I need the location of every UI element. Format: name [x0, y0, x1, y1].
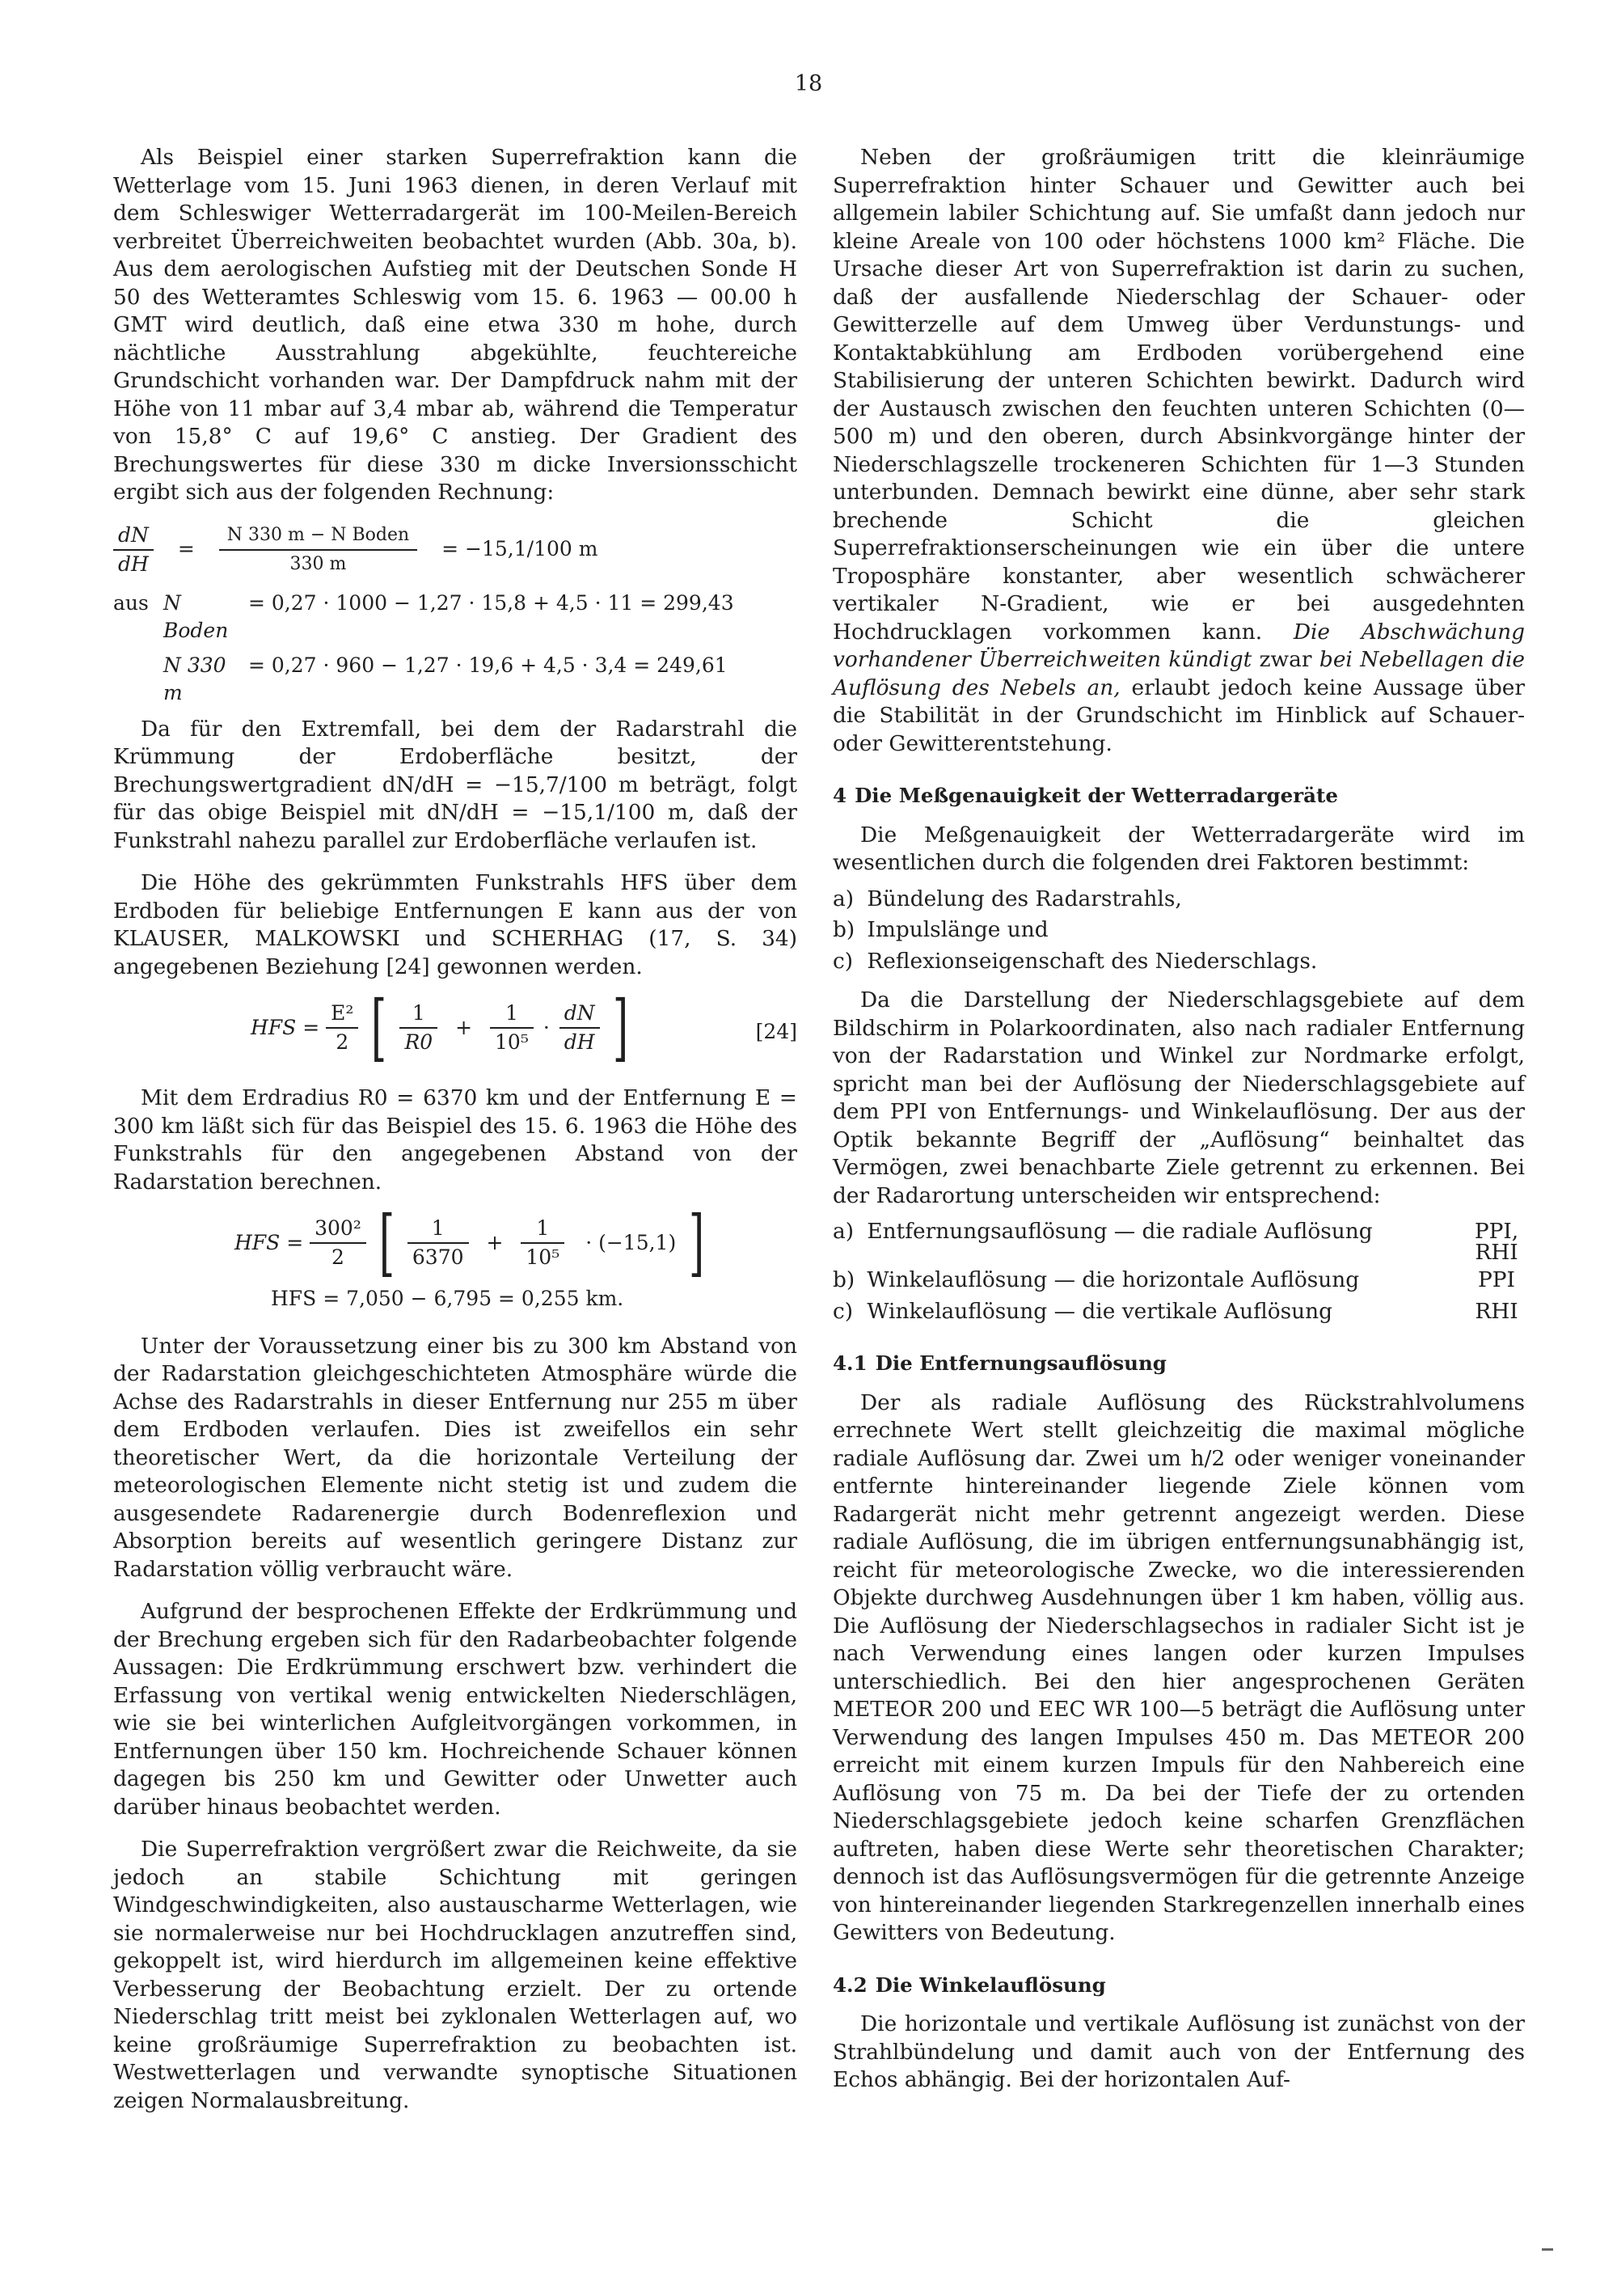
- equation-hfs-calc: [113, 1200, 797, 1285]
- equation-24: [113, 985, 797, 1070]
- numerator: 1: [521, 1215, 564, 1245]
- fraction: [310, 1215, 366, 1272]
- n-boden-value: = 0,27 · 1000 − 1,27 · 15,8 + 4,5 · 11 = 299,43: [248, 590, 734, 615]
- list-item: [833, 886, 1525, 914]
- fraction: [407, 1215, 469, 1272]
- fraction: [113, 522, 154, 579]
- n-330-label: N 330 m: [163, 653, 226, 704]
- bracket-close: ]: [612, 985, 628, 1070]
- right-column: [833, 144, 1525, 2109]
- paragraph: Da für den Extremfall, bei dem der Radarstrahl die Krümmung der Erdoberfläche besitzt, der Brechungswertgradient dN/dH = −15,7/100 m beträgt, folgt für das obige Beispiel mit dN/dH = −15,1/100 m, daß der Funkstrahl nahezu parallel zur Erdoberfläche verlaufen ist.: [113, 716, 797, 853]
- bracket-close: ]: [689, 1200, 705, 1285]
- paragraph: Mit dem Erdradius R0 = 6370 km und der Entfernung E = 300 km läßt sich für das Beispiel des 15. 6. 1963 die Höhe des Funkstrahls für den angegebenen Abstand von der Radarstation berechnen.: [113, 1085, 797, 1195]
- equation-number: [24]: [755, 1020, 797, 1043]
- fraction: [399, 1000, 437, 1057]
- section-heading: [833, 782, 1525, 810]
- n-330-value: = 0,27 · 960 − 1,27 · 19,6 + 4,5 · 3,4 = 249,61: [248, 653, 728, 677]
- list-label: b): [833, 1267, 855, 1292]
- display-tag: PPI: [1478, 1267, 1515, 1292]
- paragraph: Da die Darstellung der Niederschlagsgebiete auf dem Bildschirm in Polarkoordinaten, also nach radialer Entfernung von der Radarstation und Winkel zur Nordmarke erfolgt, spricht man bei der Auflösung der Niederschlagsgebiete auf dem PPI von Entfernungs- und Winkelauflösung. Der aus der Optik bekannte Begriff der „Auflösung“ beinhaltet das Vermögen, zwei benachbarte Ziele getrennt zu erkennen. Bei der Radarortung unterscheiden wir entsprechend:: [833, 987, 1525, 1208]
- list-label: c): [833, 1298, 854, 1324]
- section-heading: [833, 1972, 1525, 2000]
- list-item: [833, 948, 1525, 976]
- page-mark: [1542, 2248, 1553, 2251]
- plus-sign: +: [486, 1230, 504, 1254]
- denominator: dH: [118, 552, 149, 576]
- denominator: R0: [404, 1030, 433, 1054]
- section-heading: [833, 1350, 1525, 1378]
- list-label: a): [833, 886, 855, 911]
- resolution-list: [833, 1218, 1525, 1326]
- paragraph: Der als radiale Auflösung des Rückstrahlvolumens errechnete Wert stellt gleichzeitig die maximal mögliche radiale Auflösung dar. Zwei um h/2 oder weniger voneinander entfernte hintereinander liegende Ziele können vom Radargerät nicht mehr getrennt angezeigt werden. Diese radiale Auflösung, die im übrigen entfernungsunabhängig ist, reicht für meteorologische Zwecke, wo die interessierenden Objekte durchweg Ausdehnungen über 1 km haben, völlig aus. Die Auflösung der Niederschlagsechos in radialer Sicht ist je nach Verwendung eines langen oder kurzen Impulses unterschiedlich. Bei den hier angesprochenen Geräten METEOR 200 und EEC WR 100—5 beträgt die Auflösung unter Verwendung des langen Impulses 450 m. Das METEOR 200 erreicht mit einem kurzen Impuls für den Nahbereich eine Auflösung von 75 m. Da bei der Tiefe der zu ortenden Niederschlagsgebiete jedoch keine scharfen Grenzflächen auftreten, haben diese Werte sehr theoretischen Charakter; dennoch ist das Auflösungsvermögen für die getrennte Anzeige von hintereinander liegenden Starkregenzellen innerhalb eines Gewitters von Bedeutung.: [833, 1389, 1525, 1945]
- text-run: zwar: [1259, 647, 1312, 672]
- italic-text: bei Nebellagen die Auflösung des Nebels an,: [833, 647, 1526, 700]
- fraction: [219, 522, 417, 579]
- fraction: [490, 1000, 534, 1057]
- denominator: 10⁵: [526, 1245, 560, 1269]
- numerator: 1: [490, 1000, 534, 1030]
- section-number: 4: [833, 784, 847, 807]
- prefix: aus: [113, 590, 149, 615]
- lhs: HFS =: [251, 1015, 320, 1039]
- n-boden-label: N Boden: [163, 590, 229, 642]
- result: = −15,1/100 m: [441, 536, 598, 560]
- list-text: Bündelung des Radarstrahls,: [867, 886, 1182, 911]
- section-number: 4.1: [833, 1351, 868, 1375]
- numerator: 1: [399, 1000, 437, 1030]
- paragraph: Die Meßgenauigkeit der Wetterradargeräte wird im wesentlichen durch die folgenden drei Faktoren bestimmt:: [833, 822, 1525, 875]
- numerator: N 330 m − N Boden: [219, 522, 417, 552]
- numerator: E²: [326, 1000, 358, 1030]
- bracket-open: [: [378, 1200, 395, 1285]
- paragraph: Aufgrund der besprochenen Effekte der Erdkrümmung und der Brechung ergeben sich für den Radarbeobachter folgende Aussagen: Die Erdkrümmung erschwert bzw. verhindert die Erfassung von vertikal wenig entwickelten Niederschlägen, wie sie bei winterlichen Aufgleitvorgängen vorkommen, in Entfernungen über 150 km. Hochreichende Schauer können dagegen bis 250 km und Gewitter oder Unwetter auch darüber hinaus beobachtet werden.: [113, 1599, 797, 1820]
- factor: · (−15,1): [585, 1230, 677, 1254]
- section-title: Die Meßgenauigkeit der Wetterradargeräte: [855, 784, 1338, 807]
- denominator: 6370: [412, 1245, 464, 1269]
- fraction: [559, 1000, 600, 1057]
- list-text: Winkelauflösung — die horizontale Auflösung: [867, 1267, 1360, 1292]
- section-title: Die Entfernungsauflösung: [875, 1351, 1167, 1375]
- numerator: dN: [113, 522, 154, 552]
- list-item: [833, 1266, 1525, 1295]
- list-item: [833, 916, 1525, 945]
- paragraph: Die horizontale und vertikale Auflösung ist zunächst von der Strahlbündelung und damit auch von der Entfernung des Echos abhängig. Bei der horizontalen Auf-: [833, 2011, 1525, 2092]
- list-item: [833, 1218, 1525, 1263]
- paragraph: [833, 144, 1525, 758]
- plus-sign: +: [455, 1015, 473, 1039]
- left-column: [113, 144, 797, 2129]
- denominator: 2: [331, 1245, 344, 1269]
- equation-gradient: [113, 522, 797, 575]
- denominator: dH: [564, 1030, 595, 1054]
- spacer: [113, 652, 163, 708]
- display-tag: PPI, RHI: [1474, 1219, 1519, 1265]
- denominator: 2: [336, 1030, 349, 1054]
- list-label: a): [833, 1219, 855, 1244]
- list-text: Impulslänge und: [867, 917, 1049, 942]
- list-item: [833, 1298, 1525, 1326]
- equation-n-values: [113, 590, 797, 708]
- factor-list: [833, 886, 1525, 976]
- numerator: dN: [559, 1000, 600, 1030]
- dot-sign: ·: [543, 1015, 550, 1039]
- list-text: Reflexionseigenschaft des Niederschlags.: [867, 948, 1318, 974]
- paragraph: Als Beispiel einer starken Superrefraktion kann die Wetterlage vom 15. Juni 1963 dienen, in deren Verlauf mit dem Schleswiger Wetterradargerät im 100-Meilen-Bereich verbreitet Überreichweiten beobachtet wurden (Abb. 30a, b). Aus dem aerologischen Aufstieg mit der Deutschen Sonde H 50 des Wetteramtes Schleswig vom 15. 6. 1963 — 00.00 h GMT wird deutlich, daß eine etwa 330 m hohe, durch nächtliche Ausstrahlung abgekühlte, feuchtereiche Grundschicht vorhanden war. Der Dampfdruck nahm mit der Höhe von 11 mbar auf 3,4 mbar ab, während die Temperatur von 15,8° C auf 19,6° C anstieg. Der Gradient des Brechungswertes für diese 330 m dicke Inversionsschicht ergibt sich aus der folgenden Rechnung:: [113, 145, 797, 505]
- lhs: HFS =: [234, 1230, 304, 1254]
- text-run: Neben der großräumigen tritt die kleinräumige Superrefraktion hinter Schauer und Gewitter auch bei allgemein labiler Schichtung auf. Sie umfaßt dann jedoch nur kleine Areale von 100 oder höchstens 1000 km² Fläche. Die Ursache dieser Art von Superrefraktion ist darin zu suchen, daß der ausfallende Niederschlag der Schauer- oder Gewitterzelle auf dem Umweg über Verdunstungs- und Kontaktabkühlung am Erdboden vorübergehend eine Stabilisierung der unteren Schichten bewirkt. Dadurch wird der Austausch zwischen den feuchten unteren Schichten (0—500 m) und den oberen, durch Absinkvorgänge hinter der Niederschlagszelle trockeneren Schichten für 1—3 Stunden unterbunden. Demnach bewirkt eine dünne, aber sehr stark brechende Schicht die gleichen Superrefraktionserscheinungen wie ein über die untere Troposphäre konstanter, aber wesentlich schwächerer vertikaler N-Gradient, wie er bei ausgedehnten Hochdrucklagen vorkommen kann.: [833, 145, 1525, 645]
- denominator: 10⁵: [495, 1030, 529, 1054]
- equation-hfs-result: HFS = 7,050 − 6,795 = 0,255 km.: [271, 1287, 624, 1310]
- list-text: Entfernungsauflösung — die radiale Auflösung: [867, 1219, 1373, 1244]
- italic-text: Die Abschwächung vorhandener Überreichweiten kündigt: [833, 619, 1525, 672]
- fraction: [521, 1215, 564, 1272]
- denominator: 330 m: [289, 554, 347, 574]
- paragraph: Die Superrefraktion vergrößert zwar die Reichweite, da sie jedoch an stabile Schichtung mit geringen Windgeschwindigkeiten, also austauscharme Wetterlagen, wie sie normalerweise nur bei Hochdrucklagen anzutreffen sind, gekoppelt ist, wird hierdurch im allgemeinen keine effektive Verbesserung der Beobachtung erzielt. Der zu ortende Niederschlag tritt meist bei zyklonalen Wetterlagen auf, wo keine großräumige Superrefraktion zu beobachten ist. Westwetterlagen und verwandte synoptische Situationen zeigen Normalausbreitung.: [113, 1837, 797, 2113]
- list-label: c): [833, 948, 854, 974]
- list-text: Winkelauflösung — die vertikale Auflösung: [867, 1298, 1333, 1324]
- numerator: 300²: [310, 1215, 366, 1245]
- section-number: 4.2: [833, 1973, 868, 1997]
- list-label: b): [833, 917, 855, 942]
- equals-sign: =: [177, 536, 195, 560]
- display-tag: RHI: [1475, 1298, 1518, 1324]
- page-number: 18: [794, 71, 823, 96]
- section-title: Die Winkelauflösung: [875, 1973, 1106, 1997]
- paragraph: Unter der Voraussetzung einer bis zu 300 km Abstand von der Radarstation gleichgeschichteten Atmosphäre würde die Achse des Radarstrahls in dieser Entfernung nur 255 m über dem Erdboden verlaufen. Dies ist zweifellos ein sehr theoretischer Wert, da die horizontale Verteilung der meteorologischen Elemente nicht stetig ist und zudem die ausgesendete Radarenergie durch Bodenreflexion und Absorption bereits auf wesentlich geringere Distanz zur Radarstation völlig verbraucht wäre.: [113, 1333, 797, 1582]
- bracket-open: [: [371, 985, 387, 1070]
- text-run: erlaubt jedoch keine Aussage über die Stabilität in der Grundschicht im Hinblick auf Schauer- oder Gewitterentstehung.: [833, 674, 1526, 756]
- numerator: 1: [407, 1215, 469, 1245]
- fraction: [326, 1000, 358, 1057]
- paragraph: Die Höhe des gekrümmten Funkstrahls HFS über dem Erdboden für beliebige Entfernungen E kann aus der von KLAUSER, MALKOWSKI und SCHERHAG (17, S. 34) angegebenen Beziehung [24] gewonnen werden.: [113, 870, 797, 979]
